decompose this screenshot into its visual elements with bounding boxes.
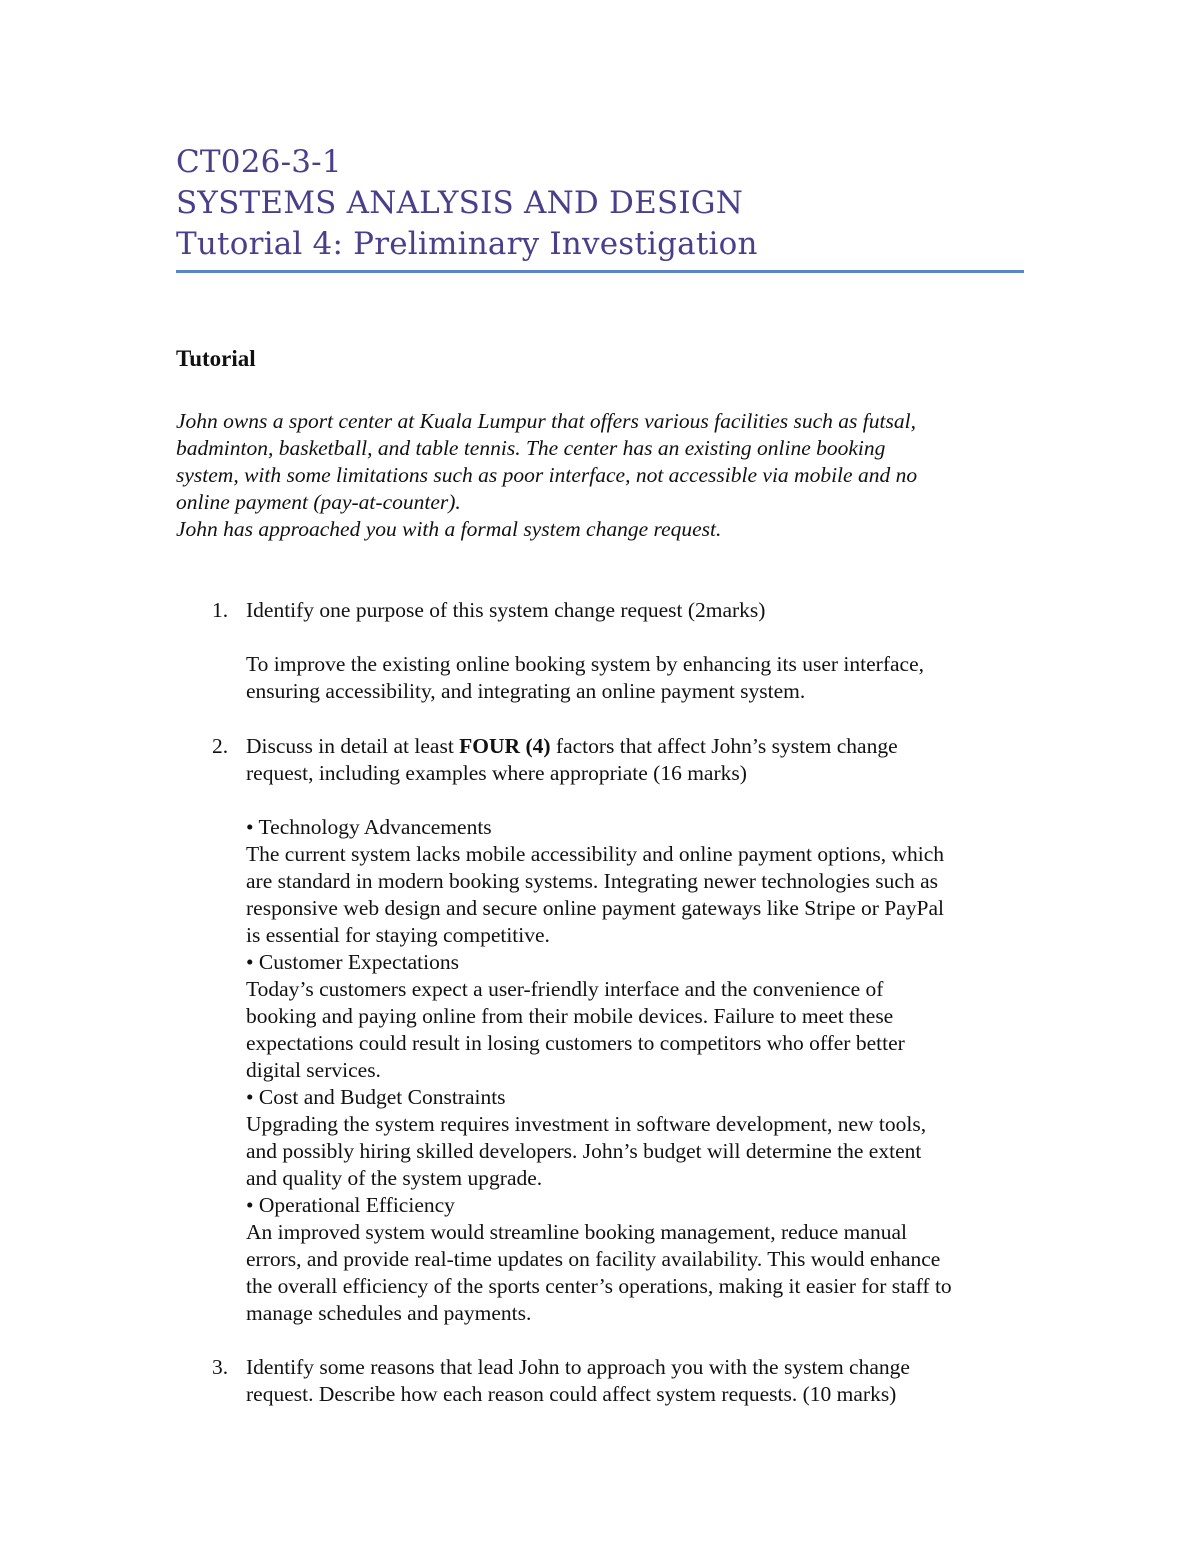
- scenario-line: online payment (pay-at-counter).: [176, 490, 461, 514]
- answer-line: ensuring accessibility, and integrating an online payment system.: [246, 679, 806, 703]
- factor-line: An improved system would streamline booking management, reduce manual: [246, 1220, 907, 1244]
- question-2: [176, 733, 1056, 1327]
- question-prompt: request, including examples where appropriate (16 marks): [246, 761, 747, 785]
- question-3: [176, 1354, 1056, 1408]
- question-prompt: request. Describe how each reason could affect system requests. (10 marks): [246, 1382, 897, 1406]
- factor-line: Upgrading the system requires investment in software development, new tools,: [246, 1112, 927, 1136]
- question-number: 2.: [212, 734, 229, 758]
- question-number: 1.: [212, 598, 229, 622]
- section-heading: Tutorial: [176, 346, 256, 371]
- question-prompt: Identify some reasons that lead John to approach you with the system change: [246, 1355, 910, 1379]
- factor-line: errors, and provide real-time updates on facility availability. This would enhance: [246, 1247, 941, 1271]
- question-prompt: Identify one purpose of this system change request (2marks): [246, 598, 766, 622]
- scenario-line: system, with some limitations such as poor interface, not accessible via mobile and no: [176, 463, 918, 487]
- scenario-line: John has approached you with a formal system change request.: [176, 517, 722, 541]
- factor-line: the overall efficiency of the sports center’s operations, making it easier for staff to: [246, 1274, 952, 1298]
- factor-line: expectations could result in losing customers to competitors who offer better: [246, 1031, 905, 1055]
- tutorial-title: Tutorial 4: Preliminary Investigation: [176, 226, 758, 262]
- prompt-text: Discuss in detail at least: [246, 734, 460, 758]
- factor-line: The current system lacks mobile accessibility and online payment options, which: [246, 842, 944, 866]
- question-1: [176, 597, 1056, 705]
- title-divider: [176, 270, 1024, 273]
- question-prompt: [246, 733, 1056, 760]
- answer-line: To improve the existing online booking system by enhancing its user interface,: [246, 652, 924, 676]
- factor-heading: • Operational Efficiency: [246, 1193, 455, 1217]
- factor-line: Today’s customers expect a user-friendly interface and the convenience of: [246, 977, 884, 1001]
- document-title-block: [176, 142, 1024, 265]
- factor-line: responsive web design and secure online payment gateways like Stripe or PayPal: [246, 896, 944, 920]
- scenario-line: John owns a sport center at Kuala Lumpur that offers various facilities such as futsal,: [176, 409, 916, 433]
- factor-line: and possibly hiring skilled developers. John’s budget will determine the extent: [246, 1139, 922, 1163]
- scenario-line: badminton, basketball, and table tennis. The center has an existing online booking: [176, 436, 886, 460]
- factor-line: are standard in modern booking systems. Integrating newer technologies such as: [246, 869, 938, 893]
- course-code: CT026-3-1: [176, 144, 342, 180]
- factor-line: digital services.: [246, 1058, 381, 1082]
- factor-heading: • Technology Advancements: [246, 815, 492, 839]
- course-title: SYSTEMS ANALYSIS AND DESIGN: [176, 185, 744, 221]
- prompt-emphasis: FOUR (4): [459, 734, 551, 758]
- scenario-paragraph: [176, 408, 1036, 543]
- question-number: 3.: [212, 1355, 229, 1379]
- factor-heading: • Cost and Budget Constraints: [246, 1085, 506, 1109]
- factor-line: is essential for staying competitive.: [246, 923, 550, 947]
- factor-line: manage schedules and payments.: [246, 1301, 532, 1325]
- factor-line: booking and paying online from their mobile devices. Failure to meet these: [246, 1004, 894, 1028]
- prompt-text: factors that affect John’s system change: [550, 734, 898, 758]
- factor-heading: • Customer Expectations: [246, 950, 459, 974]
- factor-line: and quality of the system upgrade.: [246, 1166, 543, 1190]
